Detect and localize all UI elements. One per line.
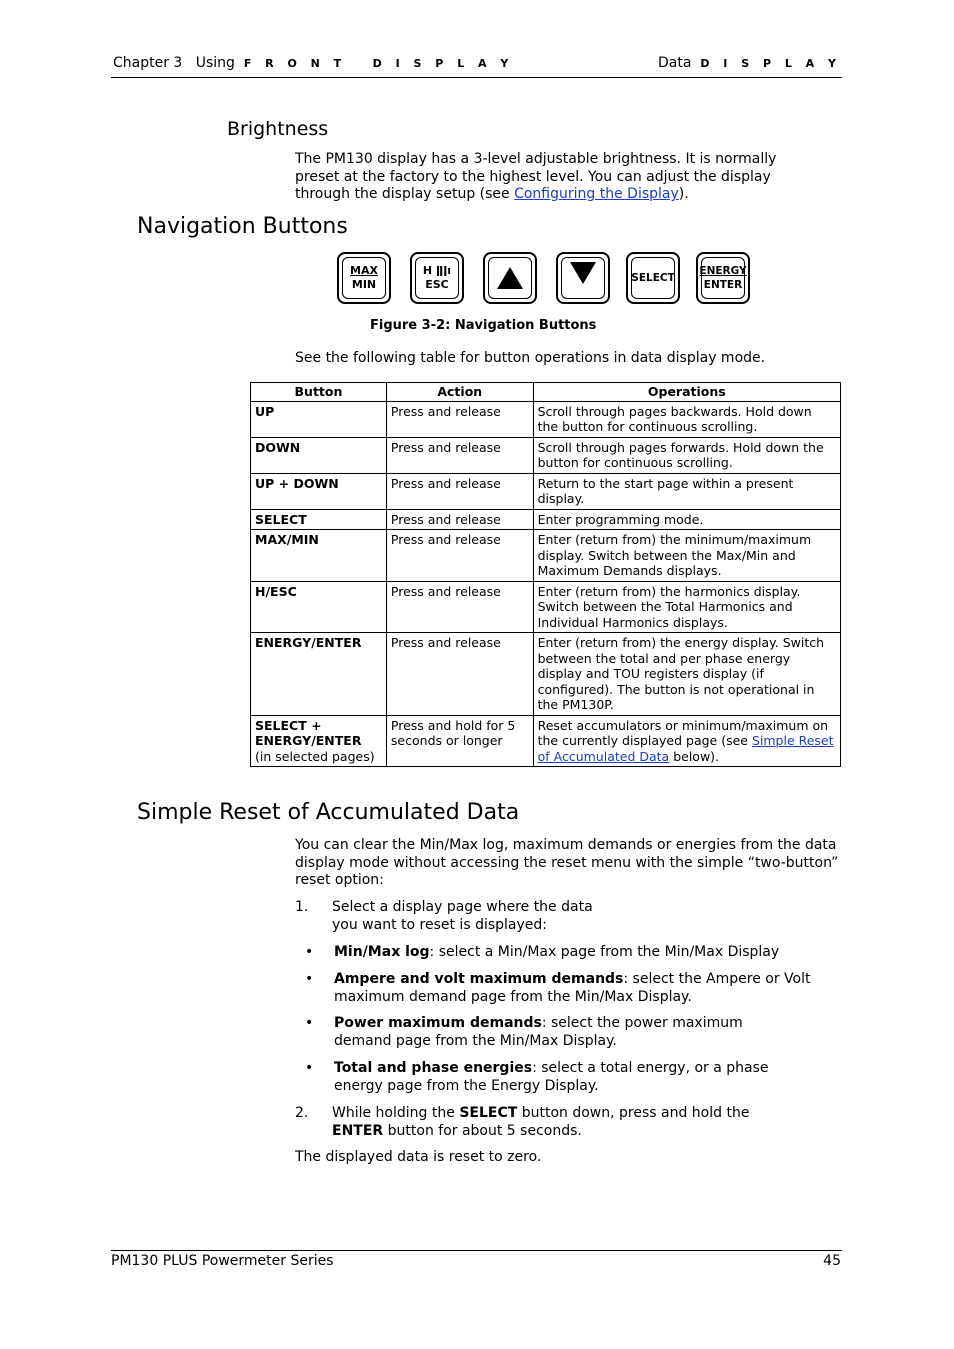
row-button-note: (in selected pages) [255, 748, 375, 764]
min-label: MIN [351, 278, 377, 291]
energy-label: ENERGY [699, 265, 747, 277]
step-1-text [332, 899, 593, 934]
table-row [251, 633, 841, 716]
up-triangle-icon [495, 265, 525, 291]
bullet-text: : select the Ampere or Volt maximum demand page from the Min/Max Display. [334, 971, 811, 1005]
max-min-button-image [337, 252, 391, 304]
row-operations [533, 715, 840, 767]
bullet-text: : select a total energy, or a phase energy page from the Energy Display. [334, 1060, 769, 1094]
row-operations: Scroll through pages forwards. Hold down the button for continuous scrolling. [533, 437, 840, 473]
table-row [251, 509, 841, 530]
footer-product: PM130 PLUS Powermeter Series [111, 1253, 334, 1269]
brightness-text: The PM130 display has a 3-level adjustable brightness. It is normally preset at the factory to the highest level. You can adjust the display through the display setup (see [295, 151, 777, 202]
bullet-icon: • [305, 971, 314, 987]
row-button: H/ESC [251, 581, 387, 633]
row-action: Press and release [386, 401, 533, 437]
bullet-item [334, 1060, 804, 1095]
row-action: Press and release [386, 509, 533, 530]
bullet-item [334, 971, 824, 1006]
brightness-paragraph [295, 151, 810, 204]
footer-rule [111, 1250, 842, 1251]
step-1-line-1: Select a display page where the data [332, 899, 593, 915]
header-using: Using [195, 55, 235, 71]
table-row [251, 530, 841, 582]
table-row [251, 401, 841, 437]
row-operations: Enter (return from) the minimum/maximum display. Switch between the Max/Min and Maximum Demands displays. [533, 530, 840, 582]
bullet-icon: • [305, 1060, 314, 1076]
enter-label: ENTER [703, 279, 743, 291]
down-button-image [556, 252, 610, 304]
row-operations: Enter (return from) the energy display. Switch between the total and per phase energy display and TOU registers display (if configured). The button is not operational in the PM130P. [533, 633, 840, 716]
step-2-text [332, 1105, 749, 1140]
header-right-title: D I S P L A Y [700, 57, 841, 70]
table-row [251, 581, 841, 633]
header-section-title: F R O N T D I S P L A Y [243, 57, 514, 70]
row-operations-text-end: below). [669, 748, 720, 764]
row-operations-text: Reset accumulators or minimum/maximum on the currently displayed page (see [537, 717, 829, 748]
figure-caption: Figure 3-2: Navigation Buttons [370, 318, 597, 333]
brightness-heading: Brightness [227, 118, 329, 140]
header-button: Button [251, 383, 387, 402]
step-2-number: 2. [295, 1105, 309, 1121]
table-row [251, 715, 841, 767]
row-action: Press and release [386, 437, 533, 473]
step-2-enter: ENTER [332, 1122, 384, 1139]
table-row [251, 473, 841, 509]
table-header-row [251, 383, 841, 402]
simple-reset-link[interactable]: Simple Reset of Accumulated Data [537, 733, 834, 764]
table-intro: See the following table for button operations in data display mode. [295, 350, 766, 366]
navigation-heading: Navigation Buttons [137, 214, 348, 239]
reset-heading: Simple Reset of Accumulated Data [137, 800, 520, 825]
table-row [251, 437, 841, 473]
max-label: MAX [350, 264, 378, 277]
down-triangle-icon [568, 260, 598, 286]
button-operations-table [250, 382, 841, 767]
energy-enter-button-image [696, 252, 750, 304]
row-operations: Enter (return from) the harmonics display. Switch between the Total Harmonics and Individual Harmonics displays. [533, 581, 840, 633]
esc-label: ESC [425, 278, 449, 291]
bullet-text: : select the power maximum demand page from the Min/Max Display. [334, 1015, 743, 1049]
select-label: SELECT [631, 272, 675, 284]
row-button: SELECT [251, 509, 387, 530]
select-button-image [626, 252, 680, 304]
configuring-display-link[interactable]: Configuring the Display [514, 186, 679, 202]
bullet-text: : select a Min/Max page from the Min/Max Display [429, 944, 780, 960]
bullet-item [334, 1015, 784, 1050]
step-2-part: button down, press and hold the [517, 1105, 750, 1121]
header-action: Action [386, 383, 533, 402]
row-button: MAX/MIN [251, 530, 387, 582]
header-rule [111, 77, 842, 78]
row-operations: Enter programming mode. [533, 509, 840, 530]
row-button: ENERGY/ENTER [251, 633, 387, 716]
bullet-bold: Total and phase energies [334, 1060, 533, 1076]
header-right [658, 55, 841, 71]
header-right-word: Data [657, 55, 692, 71]
header-chapter: Chapter 3 [113, 55, 183, 71]
row-operations: Scroll through pages backwards. Hold down the button for continuous scrolling. [533, 401, 840, 437]
h-esc-button-image [410, 252, 464, 304]
bullet-bold: Power maximum demands [334, 1015, 542, 1031]
row-button: UP [251, 401, 387, 437]
header-left [113, 55, 513, 71]
row-action: Press and release [386, 581, 533, 633]
up-button-image [483, 252, 537, 304]
step-2-select: SELECT [459, 1105, 518, 1121]
bullet-bold: Ampere and volt maximum demands [334, 971, 624, 987]
step-2-part: button for about 5 seconds. [383, 1122, 582, 1139]
row-button: UP + DOWN [251, 473, 387, 509]
row-button-cell [251, 715, 387, 767]
header-operations: Operations [533, 383, 840, 402]
row-action: Press and release [386, 633, 533, 716]
bullet-item [334, 944, 834, 962]
step-1-line-2: you want to reset is displayed: [332, 916, 547, 933]
page-number: 45 [823, 1253, 841, 1269]
bullet-bold: Min/Max log [334, 944, 430, 960]
row-button: SELECT + ENERGY/ENTER [255, 717, 362, 748]
brightness-text-end: ). [678, 186, 689, 202]
row-action: Press and hold for 5 seconds or longer [386, 715, 533, 767]
reset-outro: The displayed data is reset to zero. [295, 1149, 542, 1165]
row-button: DOWN [251, 437, 387, 473]
reset-intro: You can clear the Min/Max log, maximum demands or energies from the data display mode without accessing the reset menu with the simple “two-button” reset option: [295, 837, 839, 888]
step-1-number: 1. [295, 899, 309, 915]
row-operations: Return to the start page within a present display. [533, 473, 840, 509]
row-action: Press and release [386, 473, 533, 509]
row-action: Press and release [386, 530, 533, 582]
h-label: H ǁǀı [422, 264, 452, 277]
step-2-part: While holding the [332, 1105, 460, 1121]
bullet-icon: • [305, 1015, 314, 1031]
bullet-icon: • [305, 944, 314, 960]
